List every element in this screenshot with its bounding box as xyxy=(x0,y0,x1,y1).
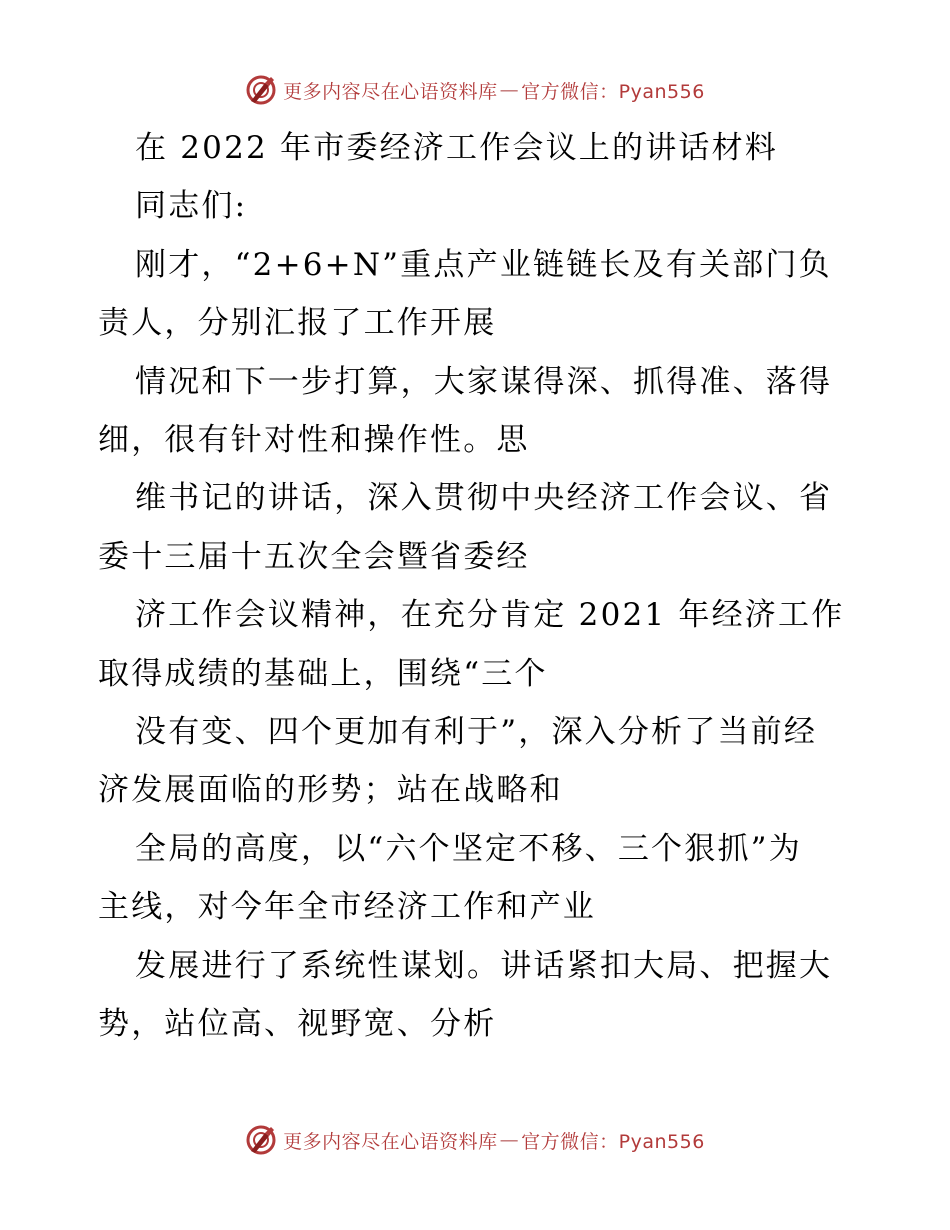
paragraph-line: 细，很有针对性和操作性。思 xyxy=(98,422,530,458)
paragraph-line: 取得成绩的基础上，围绕“三个 xyxy=(98,656,548,692)
paragraph-line: 情况和下一步打算，大家谋得深、抓得准、落得 xyxy=(135,364,833,400)
watermark-contact: 官方微信：Pyan556 xyxy=(521,80,705,103)
paragraph-line: 委十三届十五次全会暨省委经 xyxy=(98,539,530,575)
paragraph-line: 发展进行了系统性谋划。讲话紧扣大局、把握大 xyxy=(135,948,833,984)
paragraph-line: 主线，对今年全市经济工作和产业 xyxy=(98,889,596,925)
pen-logo-icon xyxy=(245,74,277,106)
document-title: 在 2022 年市委经济工作会议上的讲话材料 xyxy=(135,130,778,166)
pen-logo-icon xyxy=(245,1124,277,1156)
header-watermark xyxy=(0,70,950,110)
paragraph-line: 刚才，“2+6+N”重点产业链链长及有关部门负 xyxy=(135,247,832,283)
watermark-separator: — xyxy=(499,1129,520,1151)
watermark-text: 更多内容尽在心语资料库 xyxy=(283,80,498,103)
paragraph-line: 济发展面临的形势；站在战略和 xyxy=(98,772,563,808)
paragraph-line: 维书记的讲话，深入贯彻中央经济工作会议、省 xyxy=(135,480,833,516)
paragraph-line: 济工作会议精神，在充分肯定 2021 年经济工作 xyxy=(135,597,845,633)
paragraph-line: 全局的高度，以“六个坚定不移、三个狠抓”为 xyxy=(135,831,802,867)
footer-watermark xyxy=(0,1120,950,1160)
salutation: 同志们: xyxy=(135,188,248,224)
paragraph-line: 势，站位高、视野宽、分析 xyxy=(98,1006,497,1042)
paragraph-line: 责人，分别汇报了工作开展 xyxy=(98,305,497,341)
watermark-contact: 官方微信：Pyan556 xyxy=(521,1130,705,1153)
watermark-separator: — xyxy=(499,79,520,101)
paragraph-line: 没有变、四个更加有利于”，深入分析了当前经 xyxy=(135,714,818,750)
watermark-text: 更多内容尽在心语资料库 xyxy=(283,1130,498,1153)
